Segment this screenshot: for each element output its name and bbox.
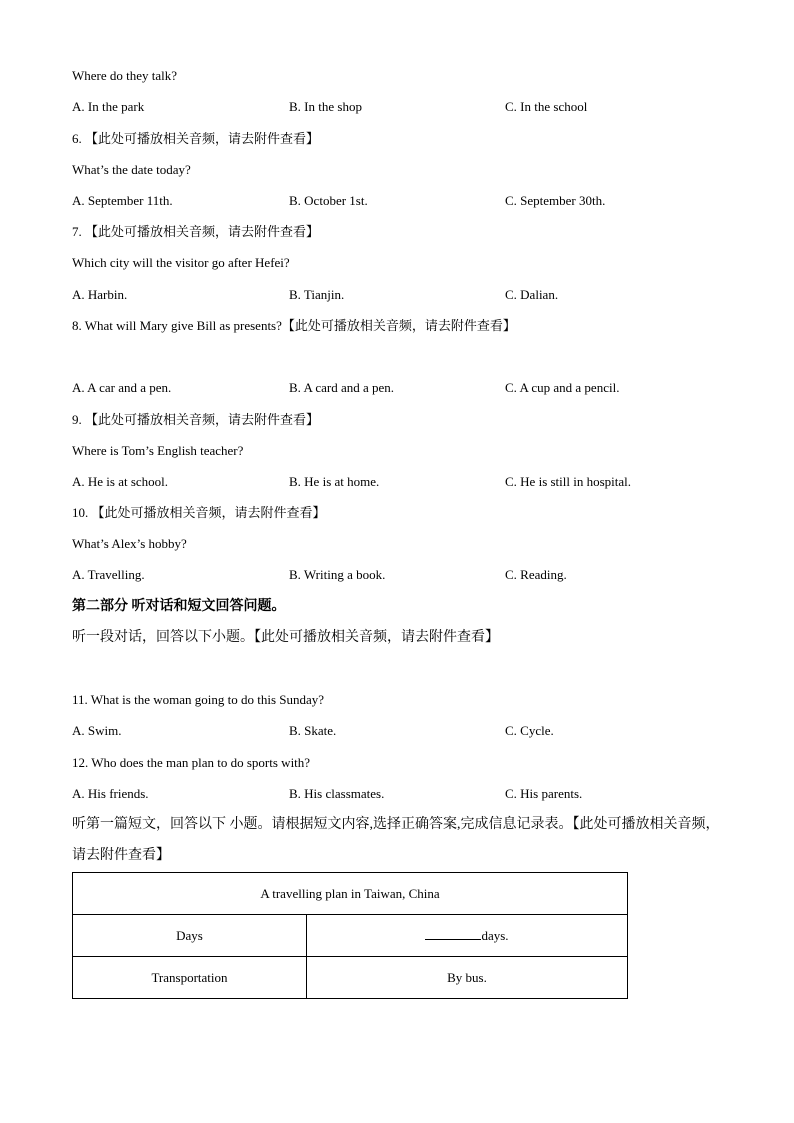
table-title-row [73, 873, 628, 915]
q6-option-a: A. September 11th. [72, 193, 173, 208]
q8-option-a: A. A car and a pen. [72, 380, 172, 395]
q6-option-c: C. September 30th. [505, 193, 606, 208]
q8-option-b: B. A card and a pen. [289, 380, 395, 395]
table-row [73, 957, 628, 999]
part2-heading: 第二部分 听对话和短文回答问题。 [72, 599, 286, 614]
q7-option-a: A. Harbin. [72, 287, 128, 302]
table-value-transportation: By bus. [307, 957, 628, 999]
q12-option-b: B. His classmates. [289, 786, 385, 801]
q8-question: 8. What will Mary give Bill as presents?【此处可播放相关音频，请去附件查看】 [72, 318, 516, 333]
q10-option-b: B. Writing a book. [289, 567, 386, 582]
answer-blank[interactable] [425, 928, 481, 940]
table-label-days: Days [73, 915, 307, 957]
q9-option-c: C. He is still in hospital. [505, 474, 632, 489]
q10-option-a: A. Travelling. [72, 567, 145, 582]
q5-question: Where do they talk? [72, 68, 178, 83]
q11-option-c: C. Cycle. [505, 723, 554, 738]
q11-question: 11. What is the woman going to do this Sunday? [72, 692, 325, 707]
q12-question: 12. Who does the man plan to do sports with? [72, 755, 311, 770]
days-suffix: days. [481, 927, 509, 943]
travel-plan-table [72, 872, 628, 999]
q5-option-b: B. In the shop [289, 99, 362, 114]
q8-option-c: C. A cup and a pencil. [505, 380, 620, 395]
passage-intro-line2: 请去附件查看】 [72, 848, 170, 863]
part2-intro: 听一段对话，回答以下小题。【此处可播放相关音频，请去附件查看】 [72, 630, 499, 645]
q5-option-a: A. In the park [72, 99, 145, 114]
q10-question: What’s Alex’s hobby? [72, 536, 187, 551]
table-label-transportation: Transportation [73, 957, 307, 999]
q10-option-c: C. Reading. [505, 567, 567, 582]
q12-option-a: A. His friends. [72, 786, 149, 801]
q6-option-b: B. October 1st. [289, 193, 368, 208]
q6-audio-note: 6. 【此处可播放相关音频，请去附件查看】 [72, 131, 320, 146]
q9-audio-note: 9. 【此处可播放相关音频，请去附件查看】 [72, 412, 320, 427]
q7-option-c: C. Dalian. [505, 287, 559, 302]
q11-option-a: A. Swim. [72, 723, 122, 738]
q11-option-b: B. Skate. [289, 723, 337, 738]
table-row [73, 915, 628, 957]
q6-question: What’s the date today? [72, 162, 191, 177]
q5-option-c: C. In the school [505, 99, 588, 114]
q7-option-b: B. Tianjin. [289, 287, 345, 302]
q9-option-a: A. He is at school. [72, 474, 169, 489]
passage-intro-line1: 听第一篇短文，回答以下 小题。请根据短文内容,选择正确答案,完成信息记录表。【此处可播放相关音频， [72, 817, 720, 832]
q7-question: Which city will the visitor go after Hefei? [72, 255, 290, 270]
q7-audio-note: 7. 【此处可播放相关音频，请去附件查看】 [72, 224, 320, 239]
q9-question: Where is Tom’s English teacher? [72, 443, 244, 458]
table-title: A travelling plan in Taiwan, China [73, 873, 628, 915]
table-value-days [307, 915, 628, 957]
q9-option-b: B. He is at home. [289, 474, 380, 489]
q12-option-c: C. His parents. [505, 786, 583, 801]
q10-audio-note: 10. 【此处可播放相关音频，请去附件查看】 [72, 505, 326, 520]
